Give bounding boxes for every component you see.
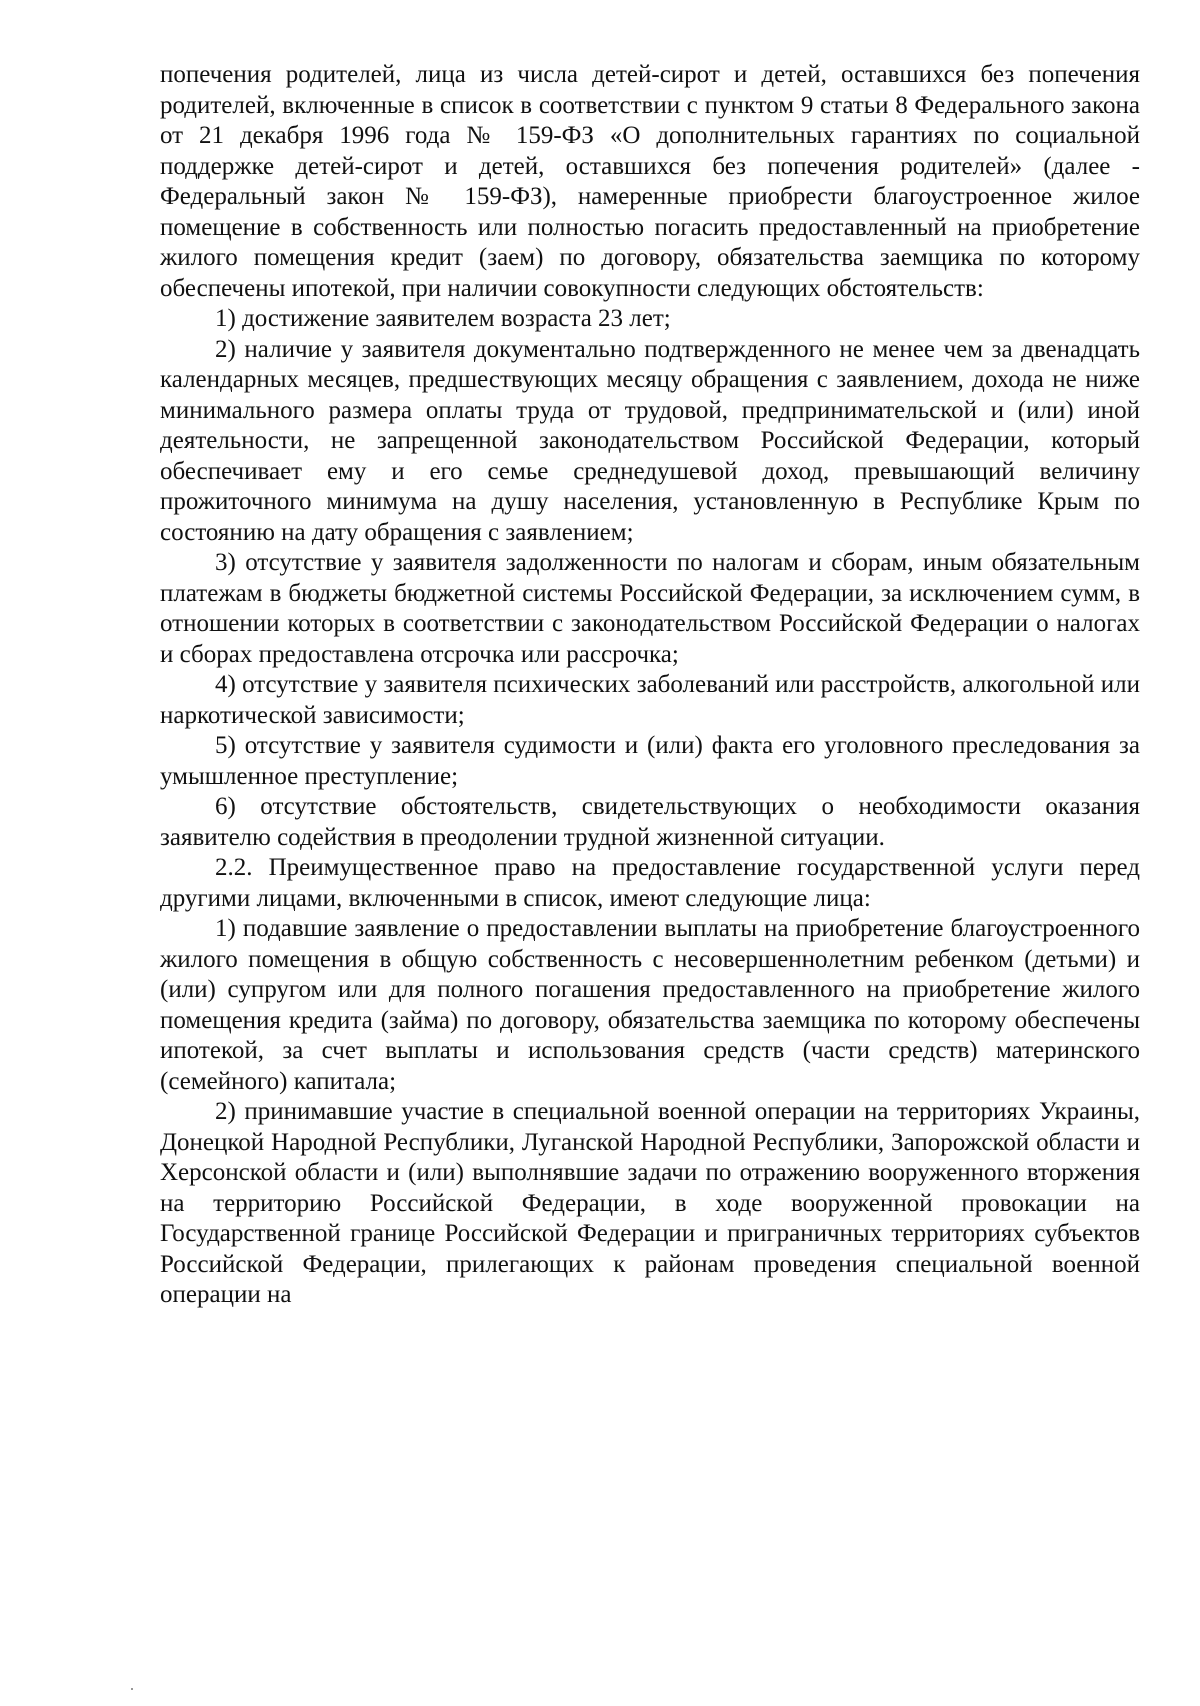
paragraph-condition-4: 4) отсутствие у заявителя психических заболеваний или расстройств, алкогольной или наркотической зависимости;	[160, 671, 1140, 729]
paragraph-condition-1: 1) достижение заявителем возраста 23 лет;	[215, 305, 671, 332]
scan-speck	[131, 1688, 133, 1690]
document-body	[160, 60, 1140, 1311]
paragraph-continuation: попечения родителей, лица из числа детей-сирот и детей, оставшихся без попечения родителей, включенные в список в соответствии с пунктом 9 статьи 8 Федерального закона от 21 декабря 1996 года № 159-ФЗ «О дополнительных гарантиях по социальной поддержке детей-сирот и детей, оставшихся без попечения родителей» (далее - Федеральный закон № 159-ФЗ), намеренные приобрести благоустроенное жилое помещение в собственность или полностью погасить предоставленный на приобретение жилого помещения кредит (заем) по договору, обязательства заемщика по которому обеспечены ипотекой, при наличии совокупности следующих обстоятельств:	[160, 61, 1140, 302]
paragraph-condition-2: 2) наличие у заявителя документально подтвержденного не менее чем за двенадцать календарных месяцев, предшествующих месяцу обращения с заявлением, дохода не ниже минимального размера оплаты труда от трудовой, предпринимательской и (или) иной деятельности, не запрещенной законодательством Российской Федерации, который обеспечивает ему и его семье среднедушевой доход, превышающий величину прожиточного минимума на душу населения, установленную в Республике Крым по состоянию на дату обращения с заявлением;	[160, 335, 1140, 546]
paragraph-priority-1: 1) подавшие заявление о предоставлении выплаты на приобретение благоустроенного жилого помещения в общую собственность с несовершеннолетним ребенком (детьми) и (или) супругом или для полного погашения предоставленного на приобретение жилого помещения кредита (займа) по договору, обязательства заемщика по которому обеспечены ипотекой, за счет выплаты и использования средств (части средств) материнского (семейного) капитала;	[160, 915, 1140, 1095]
paragraph-priority-2: 2) принимавшие участие в специальной военной операции на территориях Украины, Донецкой Народной Республики, Луганской Народной Республики, Запорожской области и Херсонской области и (или) выполнявшие задачи по отражению вооруженного вторжения на территорию Российской Федерации, в ходе вооруженной провокации на Государственной границе Российской Федерации и приграничных территориях субъектов Российской Федерации, прилегающих к районам проведения специальной военной операции на	[160, 1098, 1140, 1308]
paragraph-condition-6: 6) отсутствие обстоятельств, свидетельствующих о необходимости оказания заявителю содействия в преодолении трудной жизненной ситуации.	[160, 793, 1140, 851]
paragraph-section-2-2: 2.2. Преимущественное право на предоставление государственной услуги перед другими лицами, включенными в список, имеют следующие лица:	[160, 854, 1140, 912]
paragraph-condition-5: 5) отсутствие у заявителя судимости и (или) факта его уголовного преследования за умышленное преступление;	[160, 732, 1140, 790]
paragraph-condition-3: 3) отсутствие у заявителя задолженности по налогам и сборам, иным обязательным платежам в бюджеты бюджетной системы Российской Федерации, за исключением сумм, в отношении которых в соответствии с законодательством Российской Федерации о налогах и сборах предоставлена отсрочка или рассрочка;	[160, 549, 1140, 668]
